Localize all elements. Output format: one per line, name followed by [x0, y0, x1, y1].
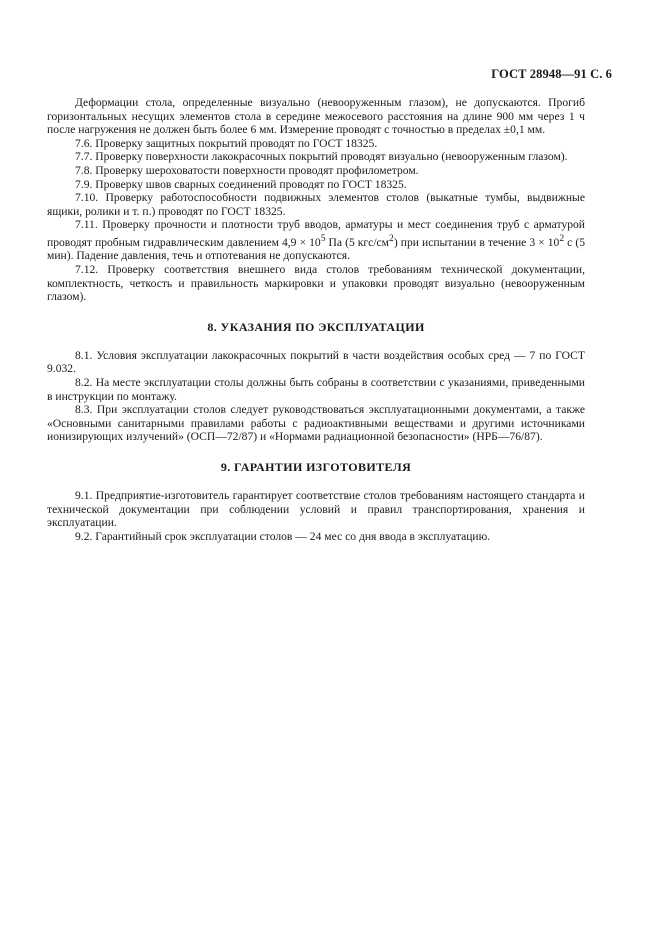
- exponent-2-time: 2: [559, 232, 565, 244]
- paragraph-8-3: 8.3. При эксплуатации столов следует руководствоваться эксплуатационными документами, а также «Основными санитарными правилами работы с радиоактивными веществами и другими источниками ионизирующих излучений» (ОСП—72/87) и «Нормами радиационной безопасности» (НРБ—76/87).: [47, 403, 585, 444]
- paragraph-7-11-text-b: Па (5 кгс/см: [325, 235, 390, 249]
- running-header: ГОСТ 28948—91 С. 6: [491, 67, 612, 81]
- exponent-2: 2: [389, 232, 394, 244]
- paragraph-7-6: 7.6. Проверку защитных покрытий проводят по ГОСТ 18325.: [75, 136, 378, 150]
- paragraph-7-8: 7.8. Проверку шероховатости поверхности проводят профилометром.: [75, 163, 419, 177]
- paragraph-7-11-text-d: с (5 мин). Падение давления, течь и отпотевания не допускаются.: [47, 235, 586, 263]
- paragraph-9-2: 9.2. Гарантийный срок эксплуатации столов — 24 мес со дня ввода в эксплуатацию.: [75, 529, 491, 543]
- paragraph-7-10: 7.10. Проверку работоспособности подвижных элементов столов (выкатные тумбы, выдвижные ящики, ролики и т. п.) проводят по ГОСТ 18325.: [47, 191, 585, 218]
- paragraph-7-11-text-c: ) при испытании в течение 3 × 10: [393, 235, 560, 249]
- paragraph-7-9: 7.9. Проверку швов сварных соединений проводят по ГОСТ 18325.: [75, 177, 407, 191]
- paragraph-8-2: 8.2. На месте эксплуатации столы должны быть собраны в соответствии с указаниями, приведенными в инструкции по монтажу.: [47, 375, 585, 403]
- paragraph-7-11: [47, 218, 585, 263]
- paragraph-8-1: 8.1. Условия эксплуатации лакокрасочных покрытий в части воздействия особых сред — 7 по ГОСТ 9.032.: [47, 348, 585, 376]
- exponent-5: 5: [320, 232, 326, 244]
- paragraph-7-12: 7.12. Проверку соответствия внешнего вида столов требованиям технической документации, комплектность, четкость и правильность маркировки и упаковки проводят визуально (невооруженным глазом).: [47, 262, 585, 304]
- paragraph-9-1: 9.1. Предприятие-изготовитель гарантирует соответствие столов требованиям настоящего стандарта и технической документации при соблюдении условий и правил транспортирования, хранения и эксплуатации.: [47, 488, 585, 530]
- paragraph-deformation: Деформации стола, определенные визуально (невооруженным глазом), не допускаются. Прогиб горизонтальных несущих элементов стола в середине межосевого расстояния на длине 900 мм через 1 ч после нагружения не должен быть более 6 мм. Измерение проводят с точностью в пределах ±0,1 мм.: [47, 96, 585, 137]
- paragraph-7-11-text-a: 7.11. Проверку прочности и плотности труб вводов, арматуры и мест соединения труб с арматурой проводят пробным гидравлическим давлением 4,9 × 10: [47, 218, 585, 249]
- document-body: [47, 96, 585, 543]
- section-8-heading: 8. УКАЗАНИЯ ПО ЭКСПЛУАТАЦИИ: [207, 319, 425, 334]
- paragraph-7-7: 7.7. Проверку поверхности лакокрасочных покрытий проводят визуально (невооруженным глазом).: [75, 150, 568, 164]
- section-9-heading: 9. ГАРАНТИИ ИЗГОТОВИТЕЛЯ: [220, 459, 412, 474]
